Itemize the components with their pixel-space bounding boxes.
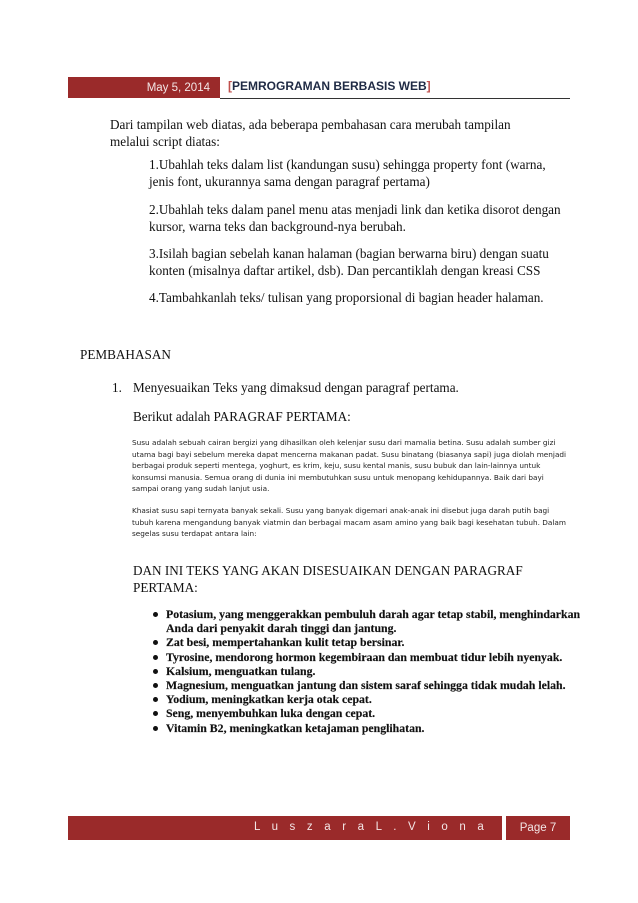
header-rule bbox=[220, 98, 570, 99]
section-heading: PEMBAHASAN bbox=[80, 347, 171, 362]
list-item-text: Zat besi, mempertahankan kulit tetap bersinar. bbox=[166, 635, 405, 650]
list-item-text: Tyrosine, mendorong hormon kegembiraan dan membuat tidur lebih nyenyak. bbox=[166, 649, 563, 664]
list-item-text: Vitamin B2, meningkatkan ketajaman penglihatan. bbox=[166, 720, 425, 735]
list-item-text: Potasium, yang menggerakkan pembuluh darah agar tetap stabil, menghindarkan Anda dari penyakit darah tinggi dan jantung. bbox=[166, 607, 581, 636]
list-item bbox=[150, 678, 600, 692]
title-bracket-close: ] bbox=[426, 79, 431, 93]
header-date: May 5, 2014 bbox=[68, 77, 220, 98]
intro-paragraph: Dari tampilan web diatas, ada beberapa pembahasan cara merubah tampilan melalui script diatas: bbox=[110, 117, 511, 149]
list-item bbox=[150, 706, 600, 720]
item1-text: Menyesuaikan Teks yang dimaksud dengan paragraf pertama. bbox=[133, 380, 459, 395]
nutrient-list bbox=[150, 607, 600, 735]
page-footer bbox=[68, 816, 570, 840]
task-3: 3.Isilah bagian sebelah kanan halaman (bagian berwarna biru) dengan suatu konten (misalnya daftar artikel, dsb). Dan percantiklah dengan kreasi CSS bbox=[149, 246, 549, 278]
list-item bbox=[150, 635, 600, 649]
bullet-icon bbox=[153, 612, 158, 617]
item1-number: 1. bbox=[112, 380, 122, 395]
task-2: 2.Ubahlah teks dalam panel menu atas menjadi link dan ketika disorot dengan kursor, warna teks dan background-nya berubah. bbox=[149, 202, 561, 234]
screenshot-paragraph-1: Susu adalah sebuah cairan bergizi yang dihasilkan oleh kelenjar susu dari mamalia betina. Susu adalah sumber gizi utama bagi bayi sebelum mereka dapat mencerna makanan padat. Susu binatang (biasanya sapi) juga diolah menjadi berbagai produk seperti mentega, yoghurt, es krim, keju, susu kental manis, susu bubuk dan lain-lainnya untuk konsumsi manusia. Semua orang di dunia ini membutuhkan susu untuk menopang kehidupannya. Baik dari bayi sampai orang yang sudah lanjut usia. bbox=[132, 438, 567, 494]
header-title: PEMROGRAMAN BERBASIS WEB bbox=[232, 79, 427, 93]
page-header bbox=[68, 77, 570, 100]
bullet-icon bbox=[153, 683, 158, 688]
bullet-icon bbox=[153, 697, 158, 702]
list-item bbox=[150, 664, 600, 678]
title-bracket-open: [ bbox=[228, 79, 232, 93]
bullet-icon bbox=[153, 669, 158, 674]
bullet-icon bbox=[153, 640, 158, 645]
footer-author-box bbox=[68, 816, 502, 840]
bullet-icon bbox=[153, 655, 158, 660]
list-item bbox=[150, 607, 600, 635]
header-title-line bbox=[228, 79, 431, 93]
list-item-text: Magnesium, menguatkan jantung dan sistem saraf sehingga tidak mudah lelah. bbox=[166, 678, 566, 693]
bullet-icon bbox=[153, 711, 158, 716]
task-4: 4.Tambahkanlah teks/ tulisan yang proporsional di bagian header halaman. bbox=[149, 290, 544, 305]
list-item bbox=[150, 650, 600, 664]
list-item-text: Seng, menyembuhkan luka dengan cepat. bbox=[166, 706, 376, 721]
list-item bbox=[150, 692, 600, 706]
task-1: 1.Ubahlah teks dalam list (kandungan susu) sehingga property font (warna, jenis font, ukurannya sama dengan paragraf pertama) bbox=[149, 157, 546, 189]
paragraph-screenshot bbox=[132, 437, 572, 537]
list-item-text: Yodium, meningkatkan kerja otak cepat. bbox=[166, 692, 372, 707]
screenshot-paragraph-2: Khasiat susu sapi ternyata banyak sekali. Susu yang banyak digemari anak-anak ini disebut juga darah putih bagi tubuh karena mengandung banyak viatmin dan berbagai macam asam amino yang baik bagi kesehatan tubuh. Dalam segelas susu terdapat antara lain: bbox=[132, 505, 566, 539]
bullet-icon bbox=[153, 726, 158, 731]
footer-author: L u s z a r a L . V i o n a bbox=[254, 821, 488, 833]
list-item-text: Kalsium, menguatkan tulang. bbox=[166, 663, 316, 678]
berikut-label: Berikut adalah PARAGRAF PERTAMA: bbox=[133, 409, 351, 424]
page-number: Page 7 bbox=[506, 816, 570, 840]
list-item bbox=[150, 721, 600, 735]
dan-ini-heading: DAN INI TEKS YANG AKAN DISESUAIKAN DENGAN PARAGRAF PERTAMA: bbox=[133, 563, 523, 595]
